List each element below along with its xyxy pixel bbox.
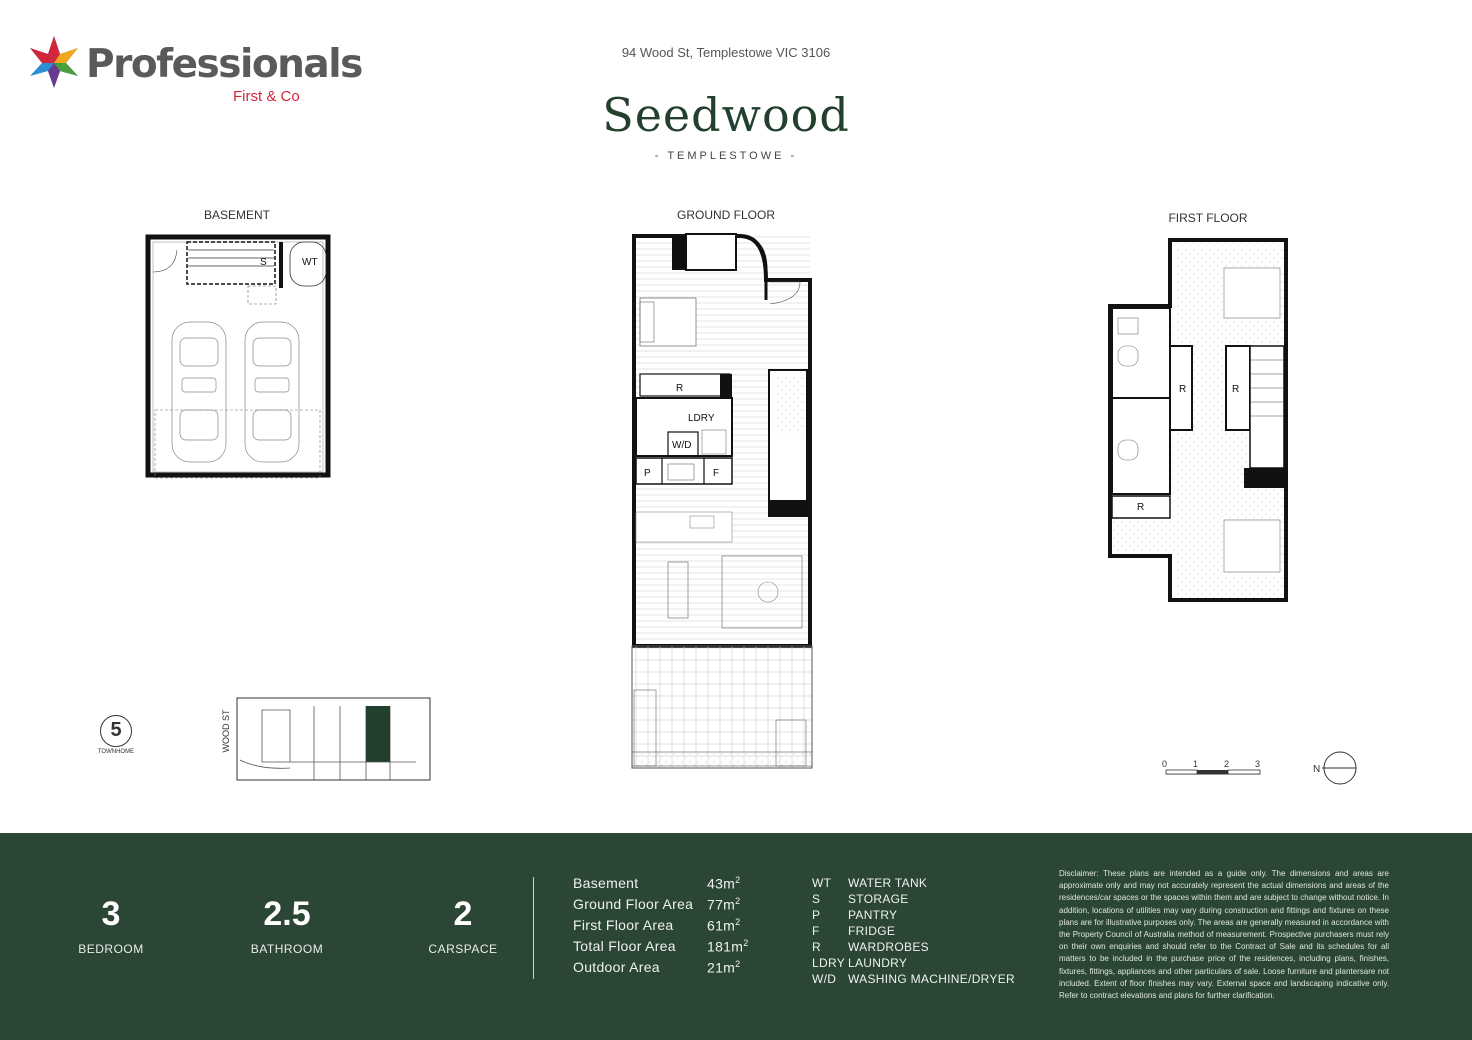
legend-meaning: STORAGE bbox=[848, 892, 909, 906]
site-key-plan bbox=[237, 698, 430, 780]
abbreviation-legend bbox=[812, 876, 1015, 988]
development-name: Seedwood bbox=[602, 88, 850, 142]
footer-divider bbox=[533, 877, 534, 979]
basement-plan bbox=[148, 237, 328, 478]
area-name: First Floor Area bbox=[573, 917, 674, 933]
stat-bedroom-label: BEDROOM bbox=[78, 942, 144, 956]
area-row bbox=[573, 917, 749, 938]
scale-tick-2: 2 bbox=[1224, 759, 1230, 769]
stat-bathroom bbox=[217, 895, 357, 956]
legend-row bbox=[812, 956, 1015, 972]
stat-bedroom-value: 3 bbox=[101, 895, 121, 933]
area-name: Ground Floor Area bbox=[573, 896, 694, 912]
scale-tick-0: 0 bbox=[1162, 759, 1168, 769]
first-wardrobe-tag-2: R bbox=[1232, 384, 1240, 395]
first-floor-plan bbox=[1110, 240, 1286, 600]
legend-code: P bbox=[812, 908, 821, 922]
ground-fridge-tag: F bbox=[713, 468, 720, 479]
logo-wordmark: Professionals bbox=[86, 42, 362, 87]
area-row bbox=[573, 896, 749, 917]
disclaimer-text: Disclaimer: These plans are intended as a guide only. The dimensions and areas are approximate only and may not accurately represent the actual dimensions and areas of the residences/car spaces or the spaces within them and are subject to change without notice. In addition, locations of utilities may vary during construction and fittings and fixtures on these plans are for illustrative purposes only. The areas are generally measured in accordance with the Property Council of Australia method of measurement. Prospective purchasers must rely on their own enquiries and should refer to the Contract of Sale and its schedules for all matters to be included in the purchase price of the residences, including plans, finishes, fixtures, fittings, appliances and other particulars of sale. Loose furniture and plantersare not included. Extent of floor finishes may vary. External space and landscaping indicative only. Refer to contract elevations and plans for further clarification. bbox=[1059, 869, 1389, 1001]
stat-bathroom-value: 2.5 bbox=[263, 895, 311, 933]
north-label: N bbox=[1313, 764, 1321, 775]
townhome-label: TOWNHOME bbox=[97, 749, 135, 755]
legend-code: S bbox=[812, 892, 821, 906]
legend-meaning: WATER TANK bbox=[848, 876, 928, 890]
legend-code: F bbox=[812, 924, 820, 938]
property-address: 94 Wood St, Templestowe VIC 3106 bbox=[621, 45, 831, 60]
legend-row bbox=[812, 940, 1015, 956]
area-row bbox=[573, 875, 749, 896]
ground-floor-plan bbox=[632, 234, 812, 768]
footer-panel bbox=[0, 833, 1472, 1040]
area-name: Outdoor Area bbox=[573, 959, 660, 975]
street-label: WOOD ST bbox=[221, 709, 231, 753]
first-wardrobe-tag-1: R bbox=[1179, 384, 1187, 395]
basement-water-tank-tag: WT bbox=[302, 257, 318, 268]
townhome-number-badge: 5 bbox=[100, 715, 132, 747]
ground-floor-label: GROUND FLOOR bbox=[676, 208, 775, 222]
stat-carspace-label: CARSPACE bbox=[428, 942, 498, 956]
legend-code: W/D bbox=[812, 972, 837, 986]
stat-bathroom-label: BATHROOM bbox=[250, 942, 324, 956]
area-row bbox=[573, 938, 749, 959]
area-name: Total Floor Area bbox=[573, 938, 676, 954]
area-value: $21m^2$ bbox=[707, 959, 741, 976]
logo-subtitle: First & Co bbox=[233, 88, 300, 105]
legend-row bbox=[812, 972, 1015, 988]
development-suburb: - TEMPLESTOWE - bbox=[654, 150, 798, 162]
stat-bedroom bbox=[41, 895, 181, 956]
ground-pantry-tag: P bbox=[644, 468, 651, 479]
ground-wardrobe-tag: R bbox=[676, 383, 684, 394]
legend-meaning: PANTRY bbox=[848, 908, 898, 922]
legend-code: WT bbox=[812, 876, 832, 890]
basement-storage-tag: S bbox=[260, 257, 267, 268]
scale-tick-1: 1 bbox=[1193, 759, 1199, 769]
legend-meaning: LAUNDRY bbox=[848, 956, 908, 970]
north-arrow-icon bbox=[1322, 752, 1356, 784]
area-name: Basement bbox=[573, 875, 639, 891]
legend-code: LDRY bbox=[812, 956, 845, 970]
ground-washer-tag: W/D bbox=[672, 440, 692, 451]
basement-label: BASEMENT bbox=[203, 208, 270, 222]
legend-code: R bbox=[812, 940, 821, 954]
legend-meaning: FRIDGE bbox=[848, 924, 896, 938]
legend-row bbox=[812, 924, 1015, 940]
stat-carspace bbox=[393, 895, 533, 956]
scale-bar bbox=[1166, 770, 1260, 774]
area-schedule bbox=[573, 875, 749, 980]
stat-carspace-value: 2 bbox=[453, 895, 473, 933]
legend-row bbox=[812, 908, 1015, 924]
area-row bbox=[573, 959, 749, 980]
ground-laundry-tag: LDRY bbox=[688, 413, 715, 424]
first-wardrobe-tag-3: R bbox=[1137, 502, 1145, 513]
first-floor-label: FIRST FLOOR bbox=[1168, 211, 1248, 225]
area-value: $181m^2$ bbox=[707, 938, 749, 955]
legend-row bbox=[812, 892, 1015, 908]
area-value: $77m^2$ bbox=[707, 896, 741, 913]
legend-row bbox=[812, 876, 1015, 892]
area-value: $61m^2$ bbox=[707, 917, 741, 934]
legend-meaning: WASHING MACHINE/DRYER bbox=[848, 972, 1015, 986]
legend-meaning: WARDROBES bbox=[848, 940, 929, 954]
scale-tick-3: 3 bbox=[1255, 759, 1261, 769]
area-value: $43m^2$ bbox=[707, 875, 741, 892]
